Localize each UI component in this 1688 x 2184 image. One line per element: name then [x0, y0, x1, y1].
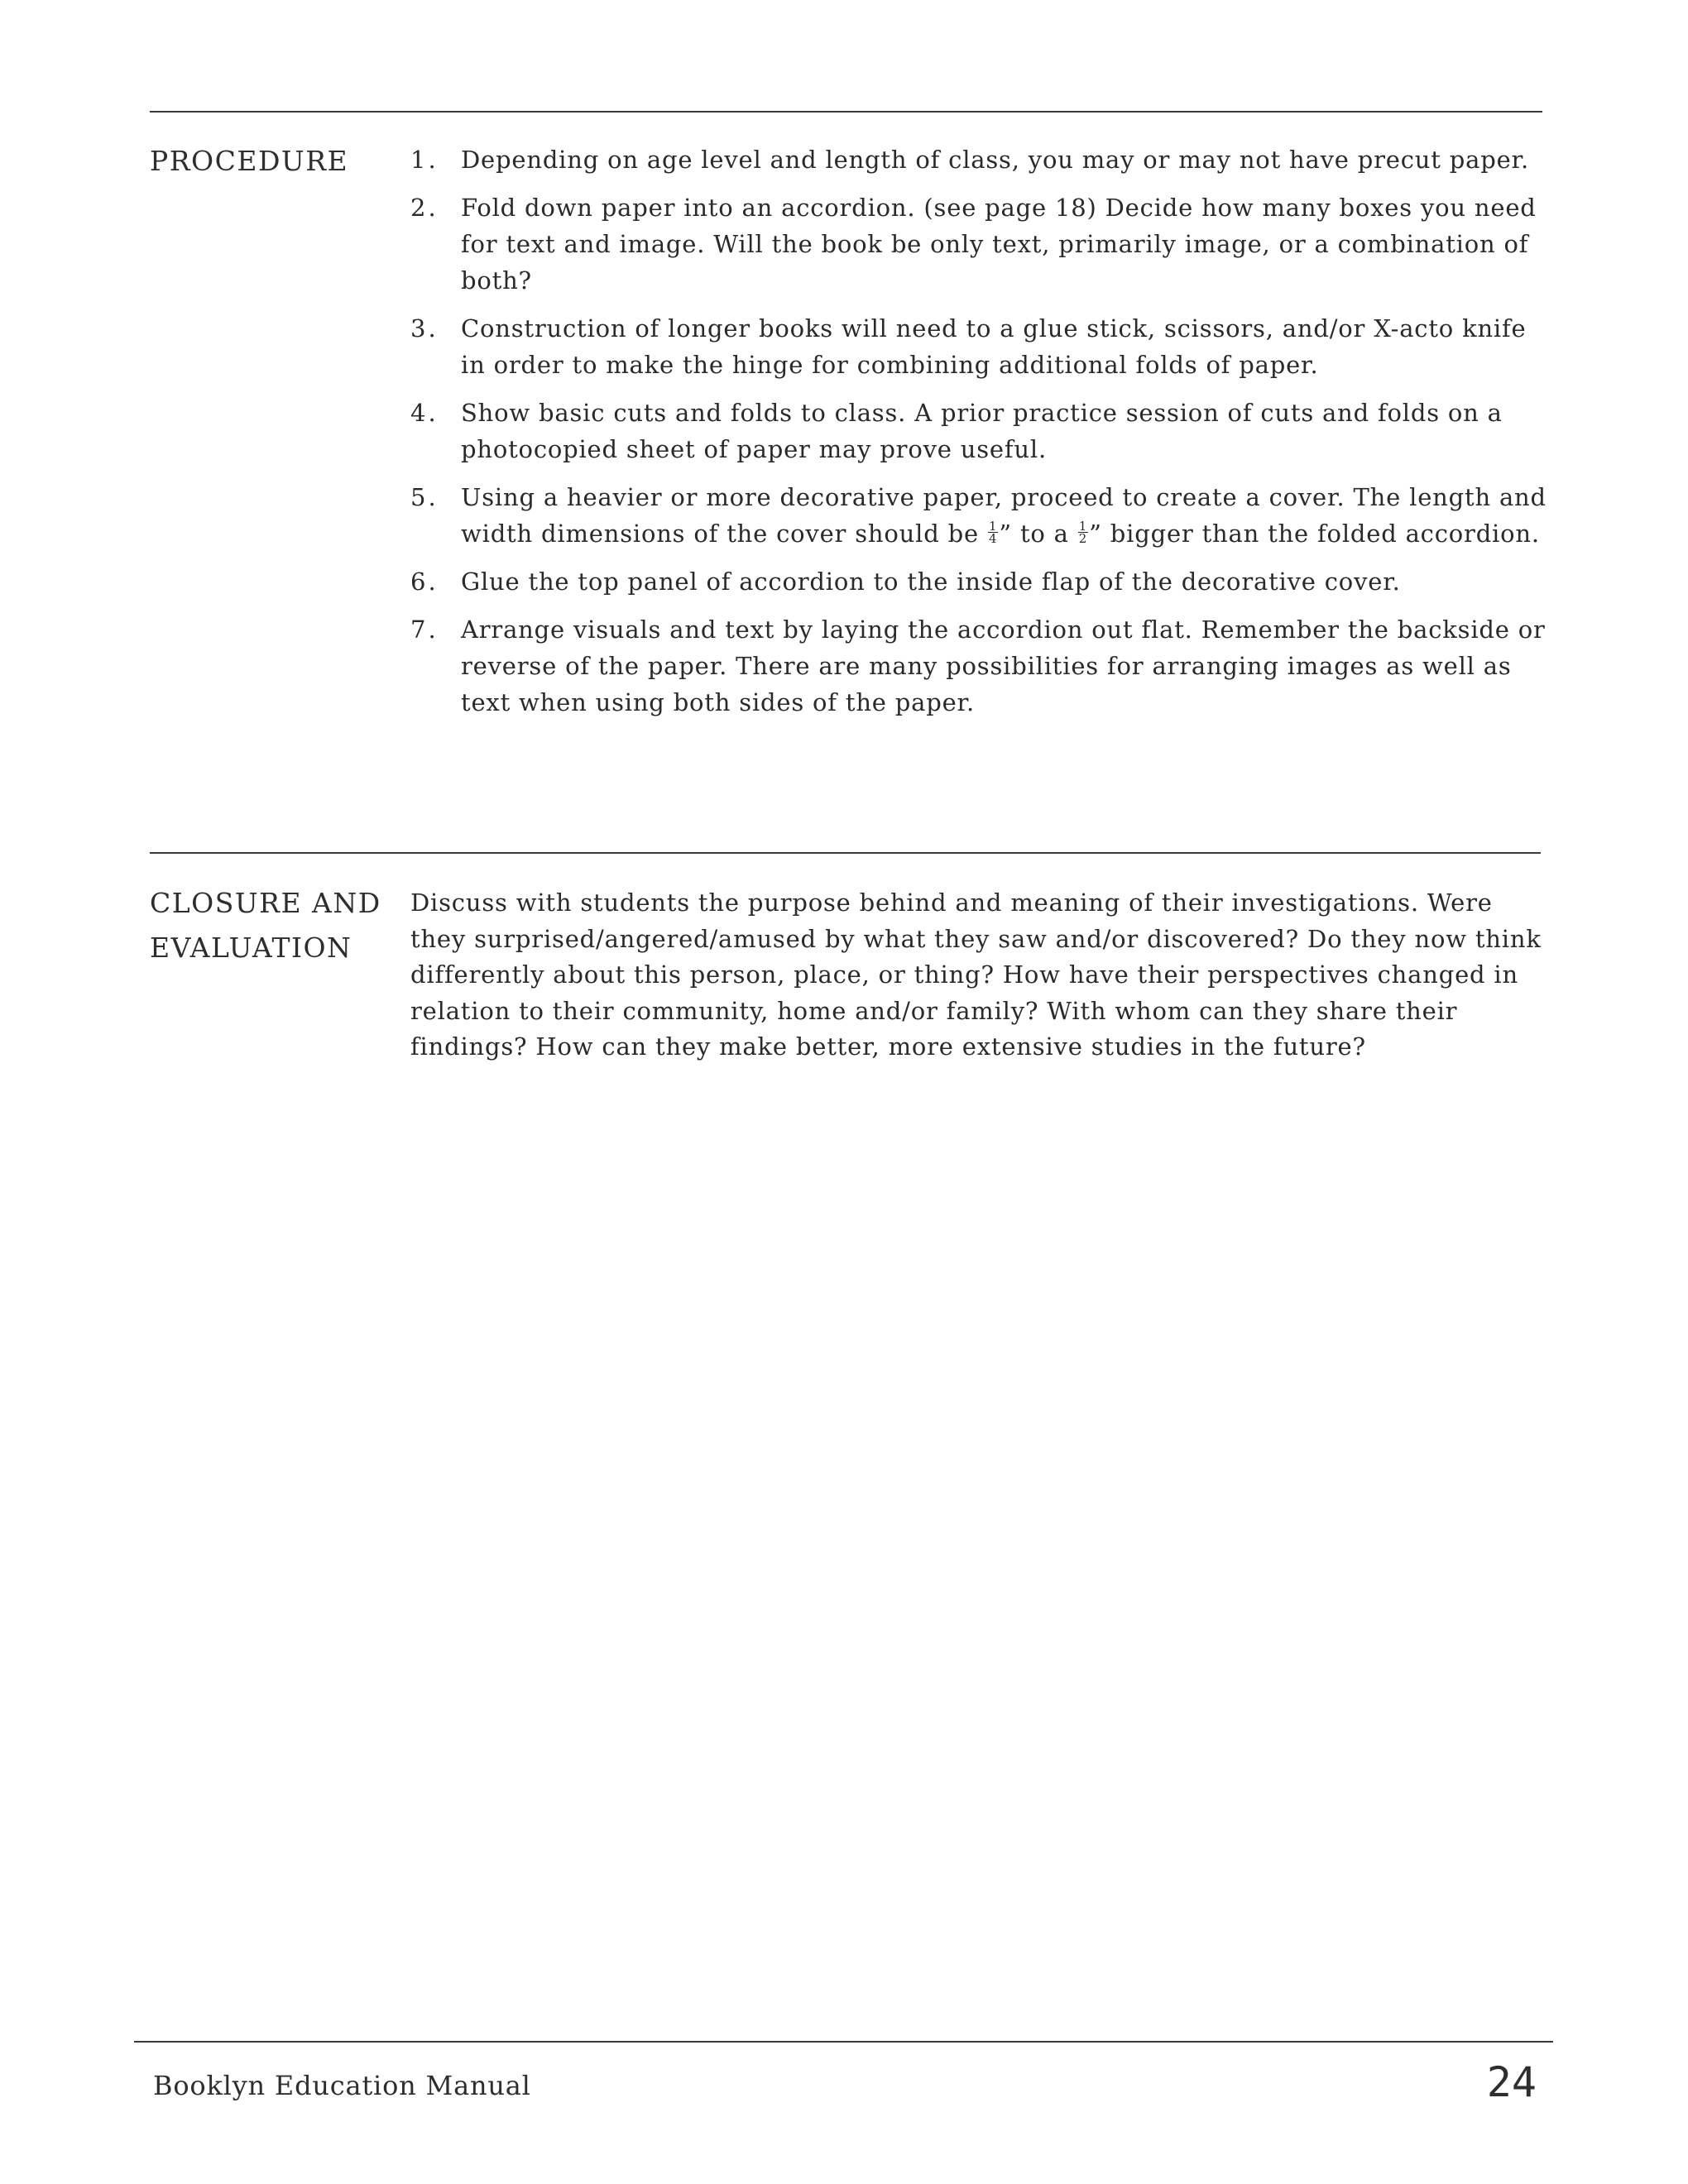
closure-heading-line-2: EVALUATION — [150, 932, 352, 964]
step-text — [461, 479, 1552, 552]
step-number: 3. — [410, 314, 439, 342]
procedure-step-5 — [410, 479, 1552, 552]
procedure-step-4 — [410, 395, 1552, 467]
closure-heading-line-1: CLOSURE AND — [150, 887, 381, 919]
step-text: Fold down paper into an accordion. (see page 18) Decide how many boxes you need for text and image. Will the book be only text, primarily image, or a combination of both? — [461, 194, 1537, 295]
step-text-middle: ” to a — [999, 520, 1069, 548]
top-divider — [150, 111, 1542, 113]
fraction-one-quarter — [988, 520, 998, 544]
fraction-denominator: 4 — [988, 530, 998, 546]
section-divider — [150, 852, 1541, 854]
step-number: 5. — [410, 483, 439, 511]
step-text: Glue the top panel of accordion to the inside flap of the decorative cover. — [461, 568, 1401, 596]
procedure-step-3 — [410, 310, 1552, 383]
fraction-numerator: 1 — [988, 518, 998, 534]
step-text: Arrange visuals and text by laying the accordion out flat. Remember the backside or reverse of the paper. There are many possibilities for arranging images as well as text when using both sides of the paper. — [461, 615, 1546, 716]
footer-divider — [134, 2041, 1553, 2043]
fraction-denominator: 2 — [1078, 530, 1088, 546]
step-text-before: Using a heavier or more decorative paper, proceed to create a cover. The length and width dimensions of the cover should be — [461, 483, 1547, 548]
procedure-step-7 — [410, 611, 1552, 721]
procedure-step-2 — [410, 189, 1552, 299]
procedure-steps — [410, 141, 1552, 732]
fraction-one-half — [1078, 520, 1088, 544]
page-number: 24 — [1486, 2058, 1537, 2106]
procedure-heading: PROCEDURE — [150, 145, 349, 177]
step-number: 6. — [410, 568, 439, 596]
closure-heading — [150, 881, 390, 970]
step-text-after: ” bigger than the folded accordion. — [1089, 520, 1540, 548]
step-text: Construction of longer books will need to a glue stick, scissors, and/or X-acto knife in order to make the hinge for combining additional folds of paper. — [461, 314, 1527, 379]
procedure-step-6 — [410, 563, 1552, 600]
step-number: 7. — [410, 615, 439, 644]
closure-paragraph: Discuss with students the purpose behind and meaning of their investigations. Were they surprised/angered/amused by what they saw and/or discovered? Do they now think differently about this person, place, or thing? How have their perspectives changed in relation to their community, home and/or family? With whom can they share their findings? How can they make better, more extensive studies in the future? — [410, 888, 1542, 1061]
step-number: 1. — [410, 146, 439, 174]
step-text: Depending on age level and length of class, you may or may not have precut paper. — [461, 146, 1530, 174]
procedure-step-1 — [410, 141, 1552, 178]
step-number: 4. — [410, 399, 439, 427]
step-number: 2. — [410, 194, 439, 222]
fraction-numerator: 1 — [1078, 518, 1088, 534]
step-text: Show basic cuts and folds to class. A prior practice session of cuts and folds on a photocopied sheet of paper may prove useful. — [461, 399, 1503, 463]
footer-title: Booklyn Education Manual — [153, 2070, 531, 2101]
